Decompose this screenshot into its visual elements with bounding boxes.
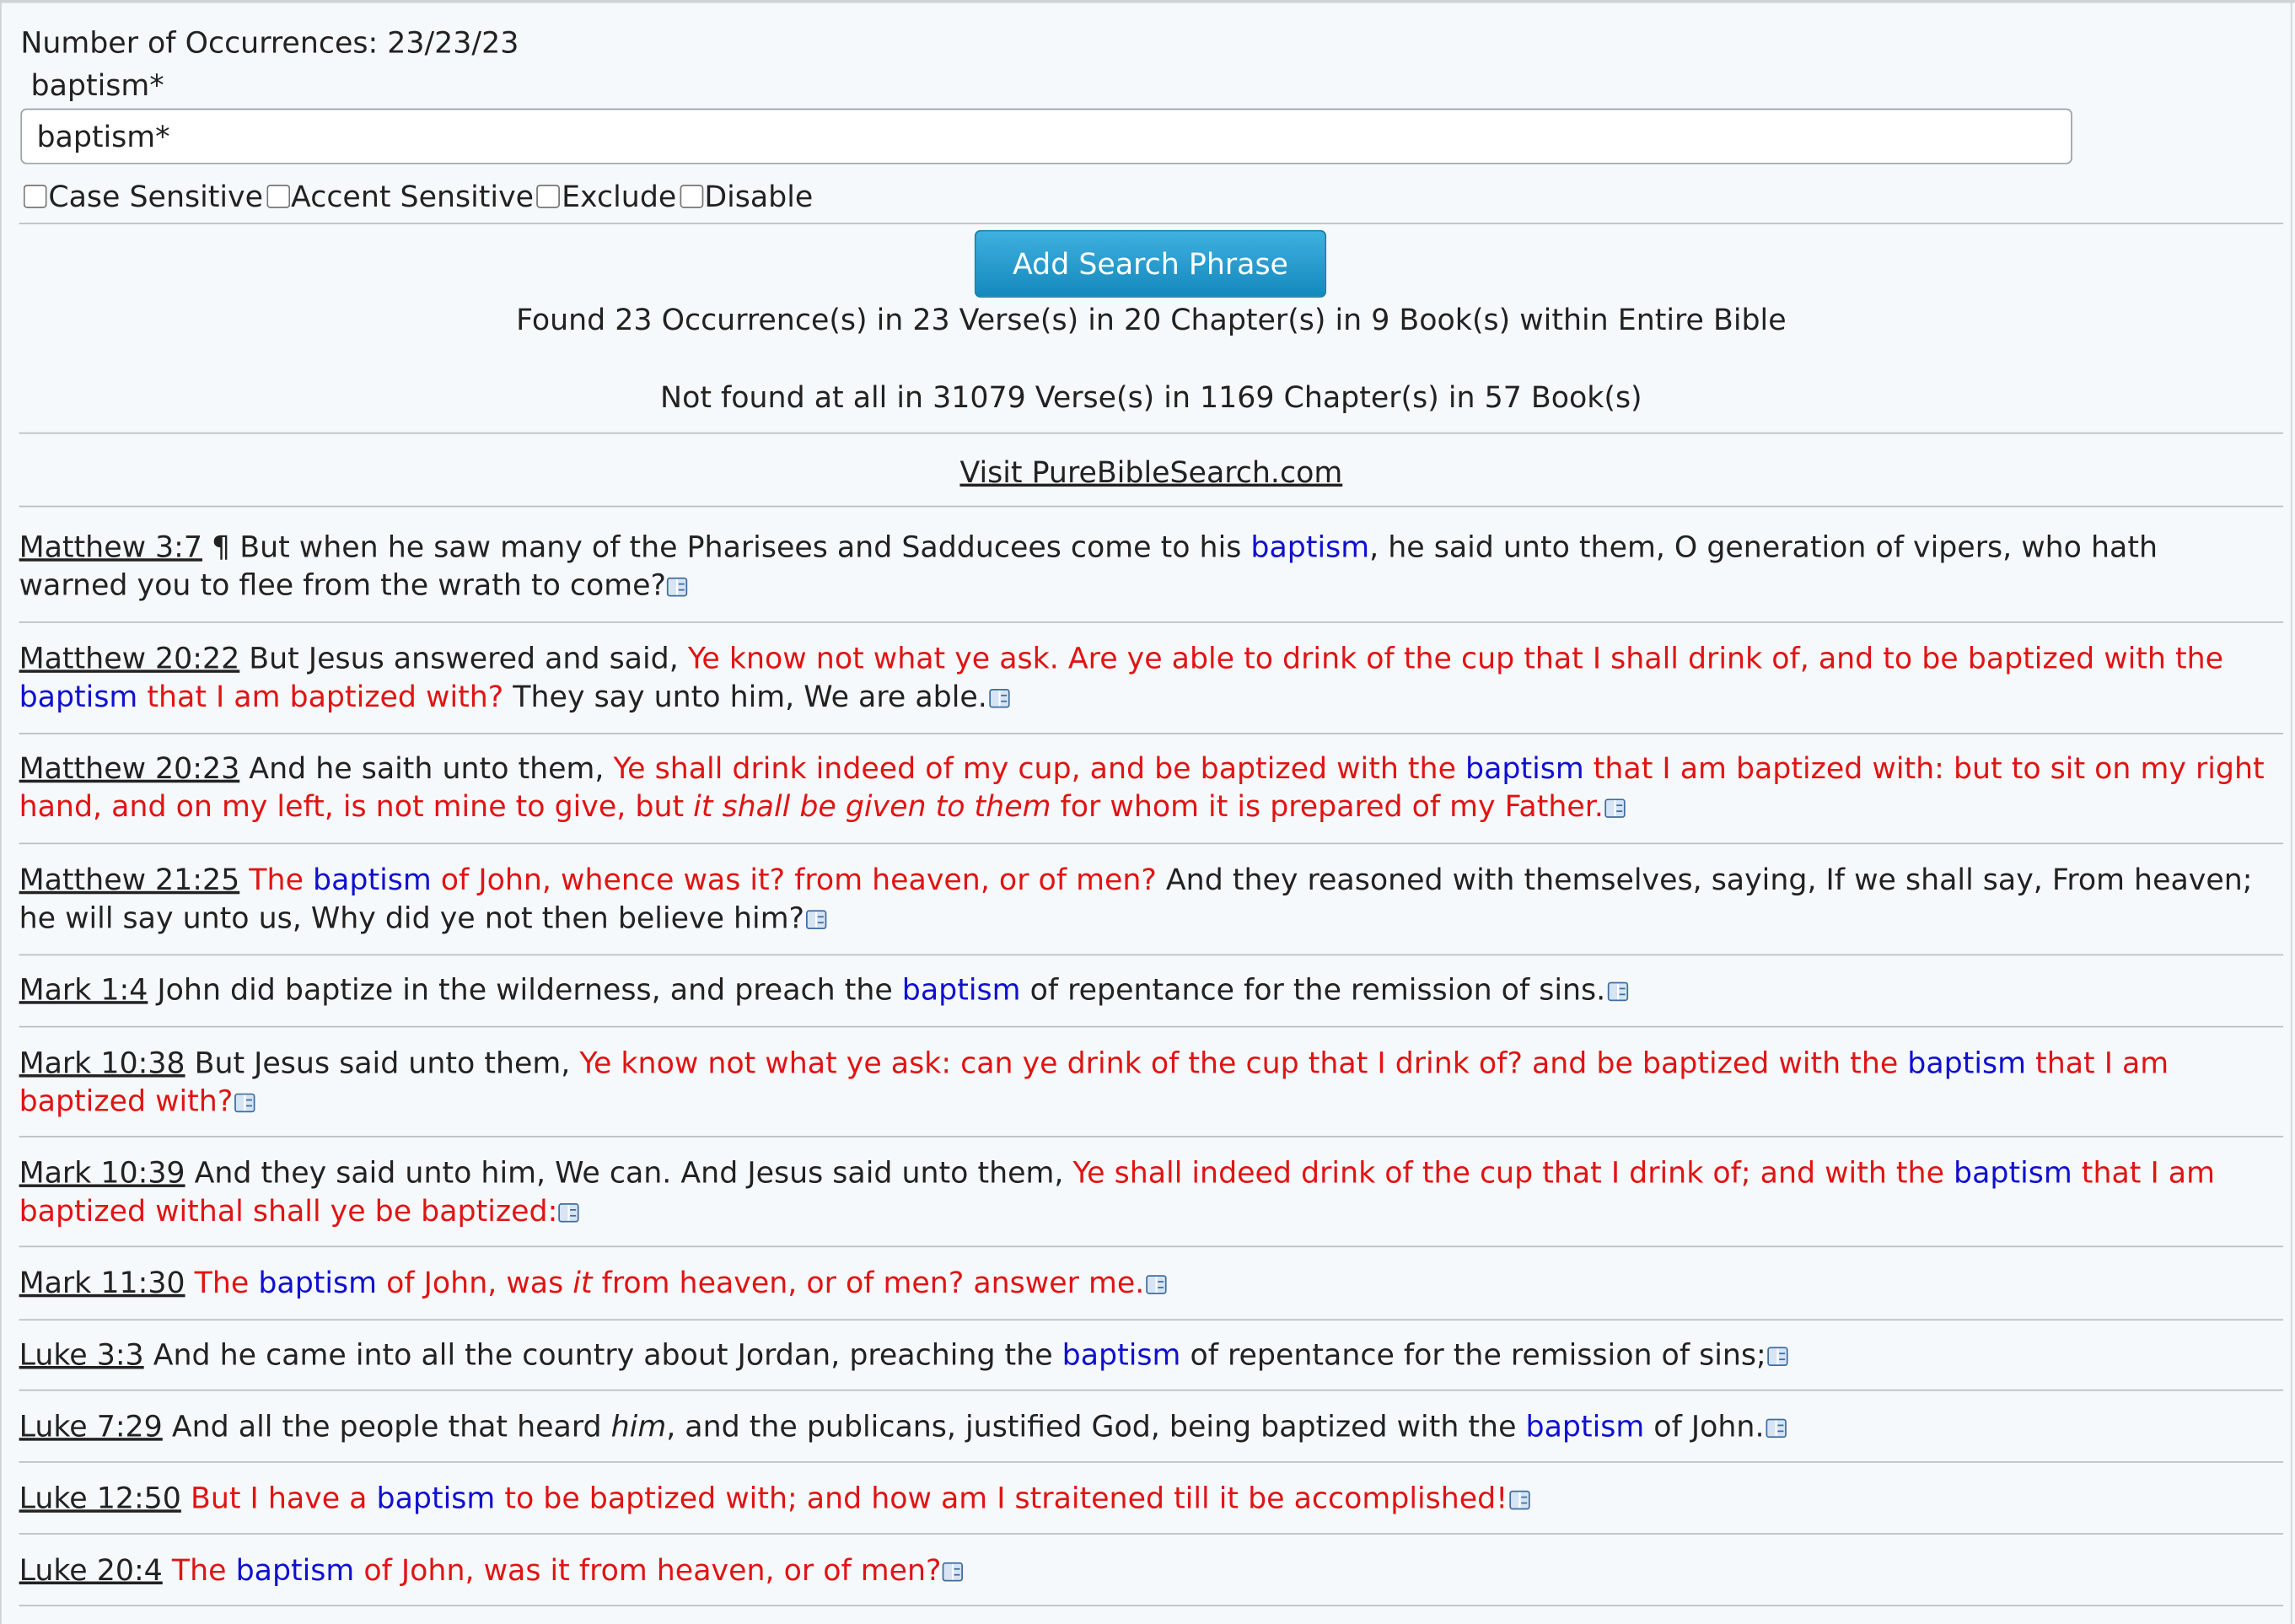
verse-text: And he saith unto them, bbox=[239, 750, 614, 786]
verse-detail-icon[interactable] bbox=[1146, 1275, 1166, 1294]
divider bbox=[19, 1390, 2284, 1391]
verse-result bbox=[19, 1263, 2275, 1301]
words-of-christ-text: of John, whence was it? from heaven, or of men? bbox=[431, 862, 1157, 897]
case-sensitive-checkbox[interactable] bbox=[24, 185, 47, 208]
verse-detail-icon[interactable] bbox=[806, 910, 826, 929]
search-options bbox=[20, 179, 813, 214]
exclude-checkbox[interactable] bbox=[537, 185, 561, 208]
search-match-highlight: baptism bbox=[1954, 1154, 2072, 1191]
words-of-christ-text: it shall be given to them bbox=[693, 788, 1051, 824]
words-of-christ-text: The bbox=[249, 862, 314, 897]
words-of-christ-text: that I am baptized with? bbox=[137, 678, 504, 714]
visit-site-link[interactable]: Visit PureBibleSearch.com bbox=[959, 454, 1343, 490]
exclude-option[interactable] bbox=[534, 179, 676, 214]
divider bbox=[19, 733, 2284, 734]
verse-reference-link[interactable]: Luke 20:4 bbox=[19, 1551, 163, 1588]
verse-text bbox=[185, 1265, 195, 1300]
verse-text bbox=[239, 862, 249, 897]
verse-text: , he said unto them, O generation of vipers, who hath warned you to flee from the wrath to come? bbox=[19, 529, 2158, 603]
verse-result bbox=[19, 1479, 2275, 1517]
verse-detail-icon[interactable] bbox=[989, 689, 1009, 708]
verse-text: But Jesus said unto them, bbox=[185, 1045, 580, 1081]
visit-site-link-row bbox=[19, 454, 2284, 490]
not-found-summary: Not found at all in 31079 Verse(s) in 1169 Chapter(s) in 57 Book(s) bbox=[660, 379, 1642, 415]
verse-text: And they said unto him, We can. And Jesus said unto them, bbox=[185, 1154, 1073, 1191]
verse-reference-link[interactable]: Luke 12:50 bbox=[19, 1480, 181, 1516]
verse-text: But Jesus answered and said, bbox=[239, 640, 688, 676]
words-of-christ-text: Ye know not what ye ask. Are ye able to drink of the cup that I shall drink of, and to be baptized with the bbox=[687, 640, 2224, 676]
divider bbox=[19, 506, 2284, 508]
verse-detail-icon[interactable] bbox=[1605, 799, 1626, 818]
verse-text: And all the people that heard bbox=[162, 1408, 611, 1444]
verse-result bbox=[19, 1551, 2275, 1589]
words-of-christ-text: The bbox=[171, 1551, 236, 1588]
verse-result bbox=[19, 1044, 2275, 1120]
words-of-christ-text: Ye know not what ye ask: can ye drink of the cup that I drink of? and be baptized with the bbox=[579, 1045, 1908, 1081]
case-sensitive-option[interactable] bbox=[20, 179, 263, 214]
search-match-highlight: baptism bbox=[1907, 1045, 2027, 1081]
verse-text: And they reasoned with themselves, saying, If we shall say, From heaven; he will say unto us, Why did ye not then believe him? bbox=[19, 862, 2253, 935]
words-of-christ-text: to be baptized with; and how am I straitened till it be accomplished! bbox=[495, 1480, 1508, 1516]
disable-option[interactable] bbox=[676, 179, 813, 214]
verse-result bbox=[19, 1336, 2275, 1374]
verse-result bbox=[19, 971, 2275, 1008]
search-match-highlight: baptism bbox=[376, 1480, 496, 1516]
search-match-highlight: baptism bbox=[313, 862, 432, 897]
divider bbox=[19, 1533, 2284, 1535]
words-of-christ-text: that I am baptized with: but to sit on my right hand, and on my left, is not mine to give, but bbox=[19, 750, 2265, 824]
search-match-highlight: baptism bbox=[901, 971, 1021, 1008]
found-summary: Found 23 Occurrence(s) in 23 Verse(s) in 20 Chapter(s) in 9 Book(s) within Entire Bible bbox=[516, 302, 1787, 337]
words-of-christ-text: that I am baptized with? bbox=[19, 1045, 2169, 1119]
verse-reference-link[interactable]: Mark 11:30 bbox=[19, 1265, 185, 1300]
verse-text: John did baptize in the wilderness, and preach the bbox=[148, 971, 902, 1008]
add-search-phrase-button[interactable]: Add Search Phrase bbox=[975, 230, 1326, 298]
verse-result bbox=[19, 1153, 2275, 1229]
verse-detail-icon[interactable] bbox=[668, 578, 688, 597]
verse-text bbox=[163, 1552, 172, 1588]
verse-text: And he came into all the country about Jordan, preaching the bbox=[143, 1336, 1062, 1372]
frame-left bbox=[0, 0, 2, 1624]
words-of-christ-text: But I have a bbox=[190, 1480, 377, 1516]
search-match-highlight: baptism bbox=[1062, 1336, 1181, 1372]
disable-checkbox[interactable] bbox=[680, 185, 703, 208]
verse-text: him bbox=[610, 1408, 667, 1444]
words-of-christ-text: of John, was it from heaven, or of men? bbox=[354, 1551, 942, 1588]
verse-detail-icon[interactable] bbox=[1607, 982, 1627, 1002]
words-of-christ-text: that I am baptized withal shall ye be baptized: bbox=[19, 1154, 2215, 1229]
divider bbox=[19, 842, 2284, 844]
accent-sensitive-checkbox[interactable] bbox=[266, 185, 289, 208]
verse-reference-link[interactable]: Luke 7:29 bbox=[19, 1408, 163, 1444]
verse-reference-link[interactable]: Mark 10:39 bbox=[19, 1154, 185, 1191]
verse-result bbox=[19, 1407, 2275, 1445]
verse-text: , and the publicans, justified God, being baptized with the bbox=[666, 1408, 1526, 1444]
verse-detail-icon[interactable] bbox=[1509, 1491, 1529, 1510]
search-match-highlight: baptism bbox=[258, 1265, 378, 1300]
verse-detail-icon[interactable] bbox=[559, 1203, 579, 1223]
verse-text bbox=[181, 1481, 191, 1516]
divider bbox=[19, 1026, 2284, 1028]
divider bbox=[19, 1461, 2284, 1463]
words-of-christ-text: from heaven, or of men? answer me. bbox=[592, 1265, 1145, 1300]
verse-result bbox=[19, 860, 2275, 936]
divider bbox=[19, 1136, 2284, 1137]
search-match-highlight: baptism bbox=[1525, 1408, 1645, 1444]
verse-text: They say unto him, We are able. bbox=[503, 678, 987, 714]
search-match-highlight: baptism bbox=[19, 678, 138, 714]
words-of-christ-text: it bbox=[572, 1265, 593, 1300]
verse-result bbox=[19, 528, 2275, 604]
divider bbox=[19, 1245, 2284, 1247]
verse-result bbox=[19, 639, 2275, 715]
accent-sensitive-label: Accent Sensitive bbox=[291, 179, 535, 214]
search-phrase-label: baptism* bbox=[30, 67, 164, 103]
verse-detail-icon[interactable] bbox=[943, 1562, 963, 1582]
verse-reference-link[interactable]: Mark 1:4 bbox=[19, 971, 148, 1008]
verse-text: ¶ But when he saw many of the Pharisees and Sadducees come to his bbox=[202, 529, 1251, 565]
verse-text: of repentance for the remission of sins; bbox=[1180, 1336, 1766, 1372]
verse-reference-link[interactable]: Mark 10:38 bbox=[19, 1045, 185, 1081]
verse-reference-link[interactable]: Luke 3:3 bbox=[19, 1336, 144, 1372]
verse-result bbox=[19, 749, 2275, 825]
words-of-christ-text: Ye shall drink indeed of my cup, and be baptized with the bbox=[613, 750, 1466, 786]
verse-detail-icon[interactable] bbox=[1767, 1347, 1787, 1366]
search-input[interactable] bbox=[20, 109, 2072, 164]
words-of-christ-text: for whom it is prepared of my Father. bbox=[1051, 788, 1604, 824]
words-of-christ-text: Ye shall indeed drink of the cup that I drink of; and with the bbox=[1072, 1154, 1954, 1191]
divider bbox=[19, 621, 2284, 623]
accent-sensitive-option[interactable] bbox=[263, 179, 534, 214]
words-of-christ-text: of John, was bbox=[377, 1265, 573, 1300]
verse-reference-link[interactable]: Matthew 21:25 bbox=[19, 862, 240, 897]
verse-reference-link[interactable]: Matthew 20:22 bbox=[19, 640, 240, 676]
frame-right bbox=[2291, 0, 2292, 1624]
divider bbox=[19, 223, 2284, 224]
frame-top bbox=[0, 0, 2295, 3]
search-match-highlight: baptism bbox=[1465, 750, 1584, 786]
divider bbox=[19, 1319, 2284, 1320]
verse-reference-link[interactable]: Matthew 20:23 bbox=[19, 750, 240, 786]
verse-detail-icon[interactable] bbox=[1766, 1419, 1786, 1438]
search-match-highlight: baptism bbox=[235, 1551, 355, 1588]
search-match-highlight: baptism bbox=[1250, 529, 1370, 565]
occurrence-count: Number of Occurrences: 23/23/23 bbox=[20, 24, 519, 61]
verse-text: of repentance for the remission of sins. bbox=[1020, 971, 1606, 1008]
verse-text: of John. bbox=[1644, 1408, 1765, 1444]
words-of-christ-text: The bbox=[194, 1265, 259, 1300]
verse-reference-link[interactable]: Matthew 3:7 bbox=[19, 529, 203, 565]
case-sensitive-label: Case Sensitive bbox=[48, 179, 264, 214]
exclude-label: Exclude bbox=[562, 179, 677, 214]
verse-detail-icon[interactable] bbox=[234, 1094, 255, 1113]
divider bbox=[19, 1605, 2284, 1606]
disable-label: Disable bbox=[704, 179, 814, 214]
divider bbox=[19, 433, 2284, 434]
divider bbox=[19, 955, 2284, 956]
